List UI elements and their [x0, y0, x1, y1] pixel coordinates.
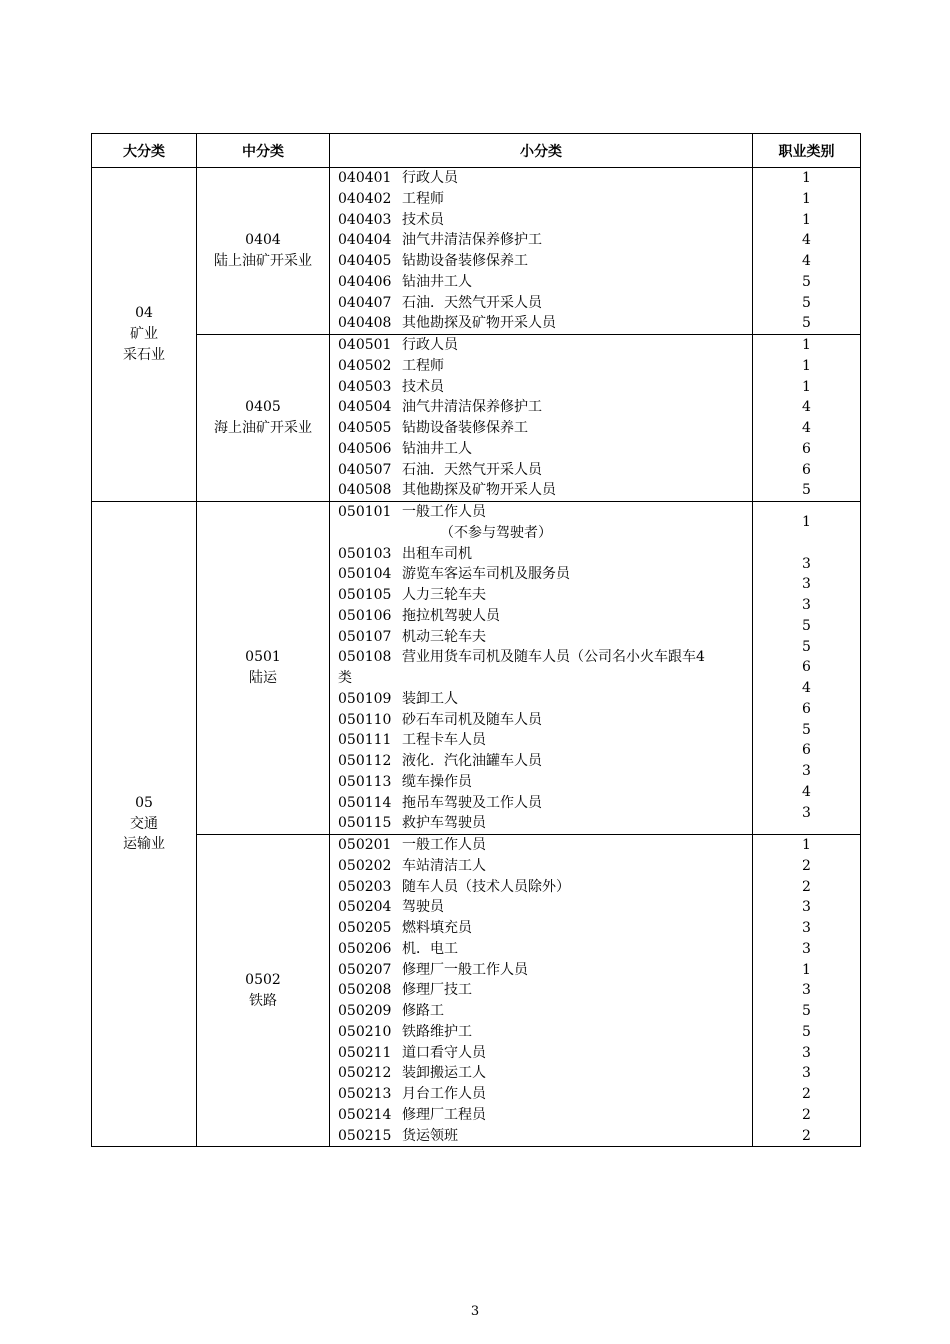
item-name: 拖拉机驾驶人员 [402, 607, 500, 624]
class-value: 2 [802, 857, 811, 874]
major-category-cell [92, 168, 197, 502]
list-item [330, 418, 752, 439]
list-item [330, 793, 752, 814]
class-value: 4 [802, 420, 811, 436]
minor-category-cell [330, 335, 753, 502]
item-name: 一般工作人员 [402, 837, 486, 853]
list-item [330, 230, 752, 251]
item-name: 砂石车司机及随车人员 [402, 711, 542, 728]
item-name: 技术员 [402, 211, 444, 228]
item-note: （不参与驾驶者） [440, 524, 552, 541]
list-item [330, 585, 752, 606]
occupation-class-cell [753, 835, 861, 1147]
item-row [330, 564, 752, 585]
list-item [330, 251, 752, 272]
item-code: 050112 [338, 753, 392, 769]
item-row [330, 502, 752, 523]
item-row [330, 356, 752, 377]
item-code: 040507 [338, 461, 392, 478]
item-name: 油气井清洁保养修护工 [402, 399, 542, 416]
class-spacer [753, 544, 860, 554]
class-value: 1 [802, 961, 811, 978]
list-item [330, 480, 752, 501]
item-row [330, 377, 752, 398]
item-name: 修理厂工程员 [402, 1106, 486, 1123]
item-code: 040504 [338, 399, 392, 416]
item-code: 040408 [338, 315, 392, 332]
class-value: 6 [802, 700, 811, 717]
middle-category-text: 海上油矿开采业 [214, 420, 312, 436]
item-code: 040403 [338, 211, 392, 228]
item-row [330, 897, 752, 918]
table-row [92, 335, 861, 502]
item-row [330, 647, 752, 668]
list-item [330, 647, 752, 689]
item-row [330, 939, 752, 960]
middle-category-cell [197, 335, 330, 502]
item-row [330, 793, 752, 814]
item-code: 050109 [338, 690, 392, 707]
list-item [330, 606, 752, 627]
major-category-cell [92, 502, 197, 1147]
item-name: 货运领班 [402, 1127, 458, 1144]
occupation-table [91, 133, 861, 1147]
item-row [330, 918, 752, 939]
item-code: 040401 [338, 170, 392, 186]
item-name: 机．电工 [402, 940, 458, 957]
item-row [330, 1126, 752, 1147]
class-value: 6 [802, 742, 811, 759]
class-value: 5 [802, 273, 811, 290]
item-name: 人力三轮车夫 [402, 587, 486, 603]
item-row [330, 313, 752, 334]
item-code: 050108 [338, 649, 392, 666]
item-code: 050205 [338, 920, 392, 936]
item-name: 燃料填充员 [402, 920, 472, 936]
list-item [330, 627, 752, 648]
middle-category-cell [197, 168, 330, 335]
item-code: 050103 [338, 545, 392, 562]
list-item [330, 460, 752, 481]
class-value: 4 [802, 680, 811, 696]
item-code: 040406 [338, 273, 392, 290]
middle-category-cell [197, 502, 330, 835]
class-value: 4 [802, 783, 811, 800]
minor-category-cell [330, 502, 753, 835]
item-row [330, 460, 752, 481]
item-name: 石油．天然气开采人员 [402, 294, 542, 311]
item-code: 040405 [338, 253, 392, 269]
middle-category-text: 0405 [245, 399, 281, 416]
occupation-class-cell [753, 168, 861, 335]
item-code: 040402 [338, 190, 392, 207]
class-value: 3 [802, 982, 811, 999]
class-value: 5 [802, 617, 811, 634]
item-row [330, 772, 752, 793]
class-value: 1 [802, 357, 811, 374]
minor-category-cell [330, 168, 753, 335]
list-item [330, 772, 752, 793]
item-name: 液化．汽化油罐车人员 [402, 753, 542, 769]
item-code: 050208 [338, 982, 392, 999]
list-item [330, 1001, 752, 1022]
item-name: 铁路维护工 [402, 1023, 472, 1040]
list-item [330, 730, 752, 751]
class-value: 2 [802, 1106, 811, 1123]
class-value: 4 [802, 232, 811, 249]
item-code: 050203 [338, 878, 392, 895]
list-item [330, 293, 752, 314]
item-name: 车站清洁工人 [402, 857, 486, 874]
header-category: 职业类别 [753, 134, 861, 168]
item-row [330, 251, 752, 272]
item-row [330, 1084, 752, 1105]
item-code: 050204 [338, 899, 392, 916]
item-row [330, 1063, 752, 1084]
item-code: 050206 [338, 940, 392, 957]
item-code: 050207 [338, 961, 392, 978]
item-row [330, 168, 752, 189]
item-code: 050210 [338, 1023, 392, 1040]
item-code: 050115 [338, 815, 392, 832]
class-value: 2 [802, 1127, 811, 1144]
item-name: 行政人员 [402, 337, 458, 353]
item-code: 040506 [338, 440, 392, 457]
major-category-text: 04 [135, 305, 153, 322]
item-code: 050202 [338, 857, 392, 874]
item-code: 050107 [338, 628, 392, 645]
middle-category-text: 0501 [245, 649, 281, 666]
item-name: 拖吊车驾驶及工作人员 [402, 794, 542, 811]
item-name: 钻勘设备装修保养工 [402, 420, 528, 436]
item-name: 修路工 [402, 1003, 444, 1019]
class-value: 3 [802, 1065, 811, 1082]
class-value: 1 [802, 211, 811, 228]
item-row [330, 689, 752, 710]
item-name: 救护车驾驶员 [402, 815, 486, 832]
item-row [330, 835, 752, 856]
list-item [330, 313, 752, 334]
item-name: 钻勘设备装修保养工 [402, 253, 528, 269]
item-row [330, 627, 752, 648]
item-name: 石油．天然气开采人员 [402, 461, 542, 478]
list-item [330, 210, 752, 231]
item-name: 装卸工人 [402, 690, 458, 707]
list-item [330, 980, 752, 1001]
item-name: 修理厂一般工作人员 [402, 961, 528, 978]
table-row [92, 835, 861, 1147]
item-name: 工程卡车人员 [402, 732, 486, 749]
item-row [330, 210, 752, 231]
class-value: 5 [802, 1003, 811, 1019]
class-value: 3 [802, 940, 811, 957]
class-value: 6 [802, 659, 811, 676]
class-value: 5 [802, 1023, 811, 1040]
minor-category-cell [330, 835, 753, 1147]
list-item [330, 1084, 752, 1105]
item-code: 050212 [338, 1065, 392, 1082]
list-item [330, 397, 752, 418]
list-item [330, 689, 752, 710]
item-code: 040508 [338, 482, 392, 499]
class-value: 2 [802, 878, 811, 895]
class-value: 3 [802, 763, 811, 779]
item-row [330, 439, 752, 460]
item-row [330, 1043, 752, 1064]
item-row [330, 544, 752, 565]
class-value: 1 [802, 378, 811, 395]
item-name: 其他勘探及矿物开采人员 [402, 315, 556, 332]
item-code: 050214 [338, 1106, 392, 1123]
item-row [330, 418, 752, 439]
item-row [330, 189, 752, 210]
class-value: 5 [802, 721, 811, 738]
item-row [330, 1001, 752, 1022]
item-code: 040407 [338, 294, 392, 311]
list-item [330, 939, 752, 960]
item-code: 040501 [338, 337, 392, 353]
item-name: 营业用货车司机及随车人员（公司名小火车跟车4 [402, 649, 705, 666]
item-row [330, 585, 752, 606]
middle-category-cell [197, 835, 330, 1147]
class-value: 5 [802, 638, 811, 655]
item-name: 油气井清洁保养修护工 [402, 232, 542, 249]
list-item [330, 835, 752, 856]
class-value: 5 [802, 294, 811, 311]
item-code: 050106 [338, 607, 392, 624]
item-row [330, 230, 752, 251]
class-value: 3 [802, 1044, 811, 1061]
page-number: 3 [470, 1304, 480, 1319]
item-code: 050110 [338, 711, 392, 728]
list-item [330, 168, 752, 189]
class-value: 6 [802, 461, 811, 478]
item-name: 驾驶员 [402, 899, 444, 916]
item-code: 040502 [338, 357, 392, 374]
item-name: 出租车司机 [402, 545, 472, 562]
list-item [330, 439, 752, 460]
item-row [330, 980, 752, 1001]
item-row [330, 1022, 752, 1043]
item-name-continued: 类 [338, 670, 352, 686]
item-name: 一般工作人员 [402, 504, 486, 520]
item-code: 050211 [338, 1044, 392, 1061]
class-value: 1 [802, 514, 811, 530]
major-category-text: 采石业 [123, 346, 165, 363]
header-middle: 中分类 [197, 134, 330, 168]
list-item [330, 751, 752, 772]
item-name: 修理厂技工 [402, 982, 472, 999]
item-code: 040503 [338, 378, 392, 395]
major-category-text: 交通 [130, 815, 158, 832]
item-code: 050215 [338, 1127, 392, 1144]
list-item [330, 356, 752, 377]
list-item [330, 564, 752, 585]
list-item [330, 335, 752, 356]
list-item [330, 897, 752, 918]
table-row [92, 502, 861, 835]
class-value: 1 [802, 837, 811, 853]
item-code: 040404 [338, 232, 392, 249]
item-name: 行政人员 [402, 170, 458, 186]
class-value: 3 [802, 804, 811, 821]
item-row [330, 335, 752, 356]
list-item [330, 1063, 752, 1084]
list-item [330, 272, 752, 293]
class-value: 4 [802, 399, 811, 416]
class-value: 3 [802, 899, 811, 916]
list-item [330, 1105, 752, 1126]
item-name: 游览车客运车司机及服务员 [402, 566, 570, 583]
item-row [330, 710, 752, 731]
item-row [330, 730, 752, 751]
class-value: 3 [802, 576, 811, 593]
item-row [330, 813, 752, 834]
list-item [330, 1126, 752, 1147]
major-category-text: 矿业 [130, 326, 158, 343]
item-name: 工程师 [402, 190, 444, 207]
class-value: 1 [802, 190, 811, 207]
item-name: 钻油井工人 [402, 273, 472, 290]
item-name: 工程师 [402, 357, 444, 374]
item-name: 技术员 [402, 378, 444, 395]
item-row [330, 397, 752, 418]
class-value: 3 [802, 597, 811, 613]
item-code: 050105 [338, 587, 392, 603]
occupation-class-cell [753, 502, 861, 835]
item-row [330, 960, 752, 981]
item-name: 机动三轮车夫 [402, 628, 486, 645]
middle-category-text: 陆上油矿开采业 [214, 253, 312, 269]
list-item [330, 918, 752, 939]
item-row [330, 1105, 752, 1126]
class-value: 2 [802, 1086, 811, 1102]
list-item [330, 877, 752, 898]
item-name: 随车人员（技术人员除外） [402, 878, 570, 895]
item-name: 其他勘探及矿物开采人员 [402, 482, 556, 499]
item-name: 道口看守人员 [402, 1044, 486, 1061]
item-row [330, 606, 752, 627]
middle-category-text: 陆运 [249, 670, 277, 686]
header-minor: 小分类 [330, 134, 753, 168]
item-code: 050213 [338, 1086, 392, 1102]
item-code: 050101 [338, 504, 392, 520]
middle-category-text: 0502 [245, 971, 281, 988]
item-name: 钻油井工人 [402, 440, 472, 457]
item-code: 050209 [338, 1003, 392, 1019]
class-value: 3 [802, 920, 811, 936]
middle-category-text: 铁路 [249, 992, 277, 1009]
item-row [330, 272, 752, 293]
list-item [330, 960, 752, 981]
table-body [92, 168, 861, 1147]
list-item [330, 377, 752, 398]
item-code: 050111 [338, 732, 392, 749]
header-major: 大分类 [92, 134, 197, 168]
occupation-class-cell [753, 335, 861, 502]
item-row [330, 293, 752, 314]
list-item [330, 544, 752, 565]
list-item [330, 813, 752, 834]
list-item [330, 502, 752, 544]
list-item [330, 1022, 752, 1043]
item-code: 050201 [338, 837, 392, 853]
class-value: 6 [802, 440, 811, 457]
item-name: 装卸搬运工人 [402, 1065, 486, 1082]
table-header-row [92, 134, 861, 168]
item-row [330, 751, 752, 772]
class-value: 5 [802, 482, 811, 499]
major-category-text: 运输业 [123, 836, 165, 853]
class-value: 5 [802, 315, 811, 332]
list-item [330, 856, 752, 877]
class-value: 1 [802, 337, 811, 353]
item-row [330, 877, 752, 898]
class-value: 4 [802, 253, 811, 269]
item-code: 040505 [338, 420, 392, 436]
major-category-text: 05 [135, 795, 153, 812]
item-row [330, 480, 752, 501]
table-row [92, 168, 861, 335]
list-item [330, 1043, 752, 1064]
item-code: 050104 [338, 566, 392, 583]
item-code: 050113 [338, 773, 392, 790]
class-value: 1 [802, 170, 811, 186]
item-row [330, 856, 752, 877]
middle-category-text: 0404 [245, 232, 281, 249]
list-item [330, 189, 752, 210]
item-name: 月台工作人员 [402, 1086, 486, 1102]
item-name: 缆车操作员 [402, 773, 472, 790]
item-code: 050114 [338, 794, 392, 811]
class-value: 3 [802, 555, 811, 572]
list-item [330, 710, 752, 731]
